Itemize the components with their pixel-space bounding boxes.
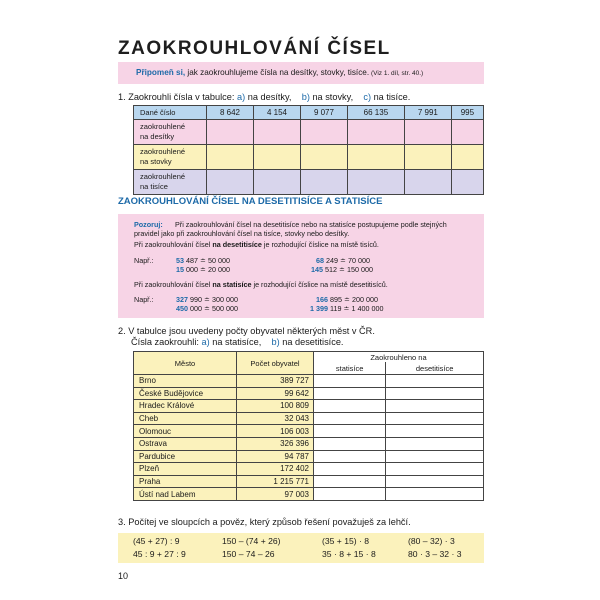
table-row <box>134 425 484 438</box>
header-label: Dané číslo <box>134 106 207 120</box>
expression: 80 · 3 – 32 · 3 <box>408 549 462 559</box>
expression: (45 + 27) : 9 <box>133 536 180 546</box>
expression: 35 · 8 + 15 · 8 <box>322 549 376 559</box>
pop-cell: 326 396 <box>237 437 314 450</box>
example-line: 145 512 ≐ 150 000 <box>311 265 373 274</box>
pop-cell: 106 003 <box>237 425 314 438</box>
table-row <box>134 463 484 476</box>
answer-cell[interactable] <box>207 120 254 145</box>
answer-cell[interactable] <box>386 475 484 488</box>
pop-cell: 94 787 <box>237 450 314 463</box>
city-cell: Plzeň <box>134 463 237 476</box>
example-line: 68 249 ≐ 70 000 <box>316 256 370 265</box>
col-round-header: Zaokrouhleno na <box>314 352 484 363</box>
table-row <box>134 400 484 413</box>
answer-cell[interactable] <box>386 488 484 501</box>
answer-cell[interactable] <box>207 170 254 195</box>
city-cell: Ostrava <box>134 437 237 450</box>
col-deset-header: desetitisíce <box>386 362 484 374</box>
answer-cell[interactable] <box>451 120 483 145</box>
expression: 150 – (74 + 26) <box>222 536 281 546</box>
pop-cell: 389 727 <box>237 375 314 388</box>
row-label: zaokrouhlené na tisíce <box>134 170 207 195</box>
city-cell: Cheb <box>134 412 237 425</box>
number-cell: 995 <box>451 106 483 120</box>
page-number: 10 <box>118 571 129 581</box>
task1-c-marker: c) <box>363 92 371 102</box>
answer-cell[interactable] <box>386 425 484 438</box>
napr-label: Např.: <box>134 256 154 265</box>
city-cell: Brno <box>134 375 237 388</box>
answer-cell[interactable] <box>253 120 300 145</box>
number-cell: 9 077 <box>300 106 347 120</box>
city-cell: Olomouc <box>134 425 237 438</box>
answer-cell[interactable] <box>386 463 484 476</box>
task1-b-marker: b) <box>301 92 310 102</box>
population-table <box>133 351 484 501</box>
pozoruj-label: Pozoruj: <box>134 220 163 229</box>
example-line: 327 990 ≐ 300 000 <box>176 295 238 304</box>
page-title: ZAOKROUHLOVÁNÍ ČÍSEL <box>118 38 391 59</box>
info-para1 <box>134 220 163 229</box>
answer-cell[interactable] <box>314 412 386 425</box>
table-row <box>134 475 484 488</box>
answer-cell[interactable] <box>386 437 484 450</box>
table-row <box>134 437 484 450</box>
reminder-ref: (Viz 1. díl, str. 40.) <box>369 70 424 77</box>
answer-cell[interactable] <box>314 450 386 463</box>
table-header-row <box>134 106 484 120</box>
city-cell: České Budějovice <box>134 387 237 400</box>
answer-cell[interactable] <box>386 412 484 425</box>
task1-b-text: na stovky, <box>312 92 354 102</box>
expression: (80 – 32) · 3 <box>408 536 455 546</box>
task1-instruction <box>118 92 410 102</box>
rounding-table <box>133 105 484 195</box>
answer-cell[interactable] <box>347 145 404 170</box>
answer-cell[interactable] <box>314 387 386 400</box>
answer-cell[interactable] <box>386 375 484 388</box>
answer-cell[interactable] <box>404 170 451 195</box>
answer-cell[interactable] <box>314 375 386 388</box>
answer-cell[interactable] <box>300 145 347 170</box>
col-stat-header: statisíce <box>314 362 386 374</box>
number-cell: 8 642 <box>207 106 254 120</box>
section-title: ZAOKROUHLOVÁNÍ ČÍSEL NA DESETITISÍCE A STATISÍCE <box>118 196 383 207</box>
answer-cell[interactable] <box>386 400 484 413</box>
reminder-bold: Připomeň si, <box>136 68 186 77</box>
reminder-box <box>118 62 484 84</box>
answer-cell[interactable] <box>314 463 386 476</box>
table-row <box>134 145 484 170</box>
answer-cell[interactable] <box>347 120 404 145</box>
expression: (35 + 15) · 8 <box>322 536 370 546</box>
pop-cell: 1 215 771 <box>237 475 314 488</box>
info-para3: Při zaokrouhlování čísel na statisíce je rozhodující číslice na místě desetitisíců. <box>134 280 388 289</box>
task1-a-text: na desítky, <box>247 92 292 102</box>
table-row <box>134 450 484 463</box>
table-row <box>134 120 484 145</box>
number-cell: 4 154 <box>253 106 300 120</box>
task1-c-text: na tisíce. <box>373 92 411 102</box>
table-header-row <box>134 352 484 363</box>
pop-cell: 100 809 <box>237 400 314 413</box>
pop-cell: 99 642 <box>237 387 314 400</box>
answer-cell[interactable] <box>347 170 404 195</box>
answer-cell[interactable] <box>451 145 483 170</box>
example-line: 450 000 ≐ 500 000 <box>176 304 238 313</box>
answer-cell[interactable] <box>386 387 484 400</box>
reminder-text: jak zaokrouhlujeme čísla na desítky, stovky, tisíce. <box>185 68 370 77</box>
table-row <box>134 170 484 195</box>
city-cell: Pardubice <box>134 450 237 463</box>
answer-cell[interactable] <box>300 170 347 195</box>
answer-cell[interactable] <box>253 170 300 195</box>
pop-cell: 32 043 <box>237 412 314 425</box>
table-row <box>134 387 484 400</box>
info-para1-line1: Při zaokrouhlování čísel na desetitisíce nebo na statisíce postupujeme podle stejných <box>175 220 447 229</box>
answer-cell[interactable] <box>314 437 386 450</box>
info-para1-line2: pravidel jako při zaokrouhlování čísel na tisíce, stovky nebo desítky. <box>134 229 350 238</box>
task1-prefix: 1. Zaokrouhli čísla v tabulce: <box>118 92 235 102</box>
col-pop-header: Počet obyvatel <box>237 352 314 375</box>
pop-cell: 172 402 <box>237 463 314 476</box>
expression: 45 : 9 + 27 : 9 <box>133 549 186 559</box>
task2-line1: 2. V tabulce jsou uvedeny počty obyvatel některých měst v ČR. <box>118 326 375 336</box>
answer-cell[interactable] <box>314 488 386 501</box>
answer-cell[interactable] <box>451 170 483 195</box>
row-label: zaokrouhlené na stovky <box>134 145 207 170</box>
row-label: zaokrouhlené na desítky <box>134 120 207 145</box>
task2-line2: Čísla zaokrouhli: a) na statisíce, b) na desetitisíce. <box>131 337 344 347</box>
table-row <box>134 375 484 388</box>
table-row <box>134 488 484 501</box>
col-city-header: Město <box>134 352 237 375</box>
task1-a-marker: a) <box>237 92 246 102</box>
number-cell: 66 135 <box>347 106 404 120</box>
example-line: 1 399 119 ≐ 1 400 000 <box>310 304 384 313</box>
answer-cell[interactable] <box>314 475 386 488</box>
table-row <box>134 412 484 425</box>
number-cell: 7 991 <box>404 106 451 120</box>
task3-instruction: 3. Počítej ve sloupcích a pověz, který způsob řešení považuješ za lehčí. <box>118 517 411 527</box>
city-cell: Praha <box>134 475 237 488</box>
city-cell: Hradec Králové <box>134 400 237 413</box>
answer-cell[interactable] <box>314 425 386 438</box>
info-para2: Při zaokrouhlování čísel na desetitisíce je rozhodující číslice na místě tisíců. <box>134 240 379 249</box>
city-cell: Ústí nad Labem <box>134 488 237 501</box>
answer-cell[interactable] <box>386 450 484 463</box>
example-line: 53 487 ≐ 50 000 <box>176 256 230 265</box>
napr-label: Např.: <box>134 295 154 304</box>
answer-cell[interactable] <box>404 145 451 170</box>
example-line: 166 895 ≐ 200 000 <box>316 295 378 304</box>
expression: 150 – 74 – 26 <box>222 549 275 559</box>
answer-cell[interactable] <box>253 145 300 170</box>
example-line: 15 000 ≐ 20 000 <box>176 265 230 274</box>
answer-cell[interactable] <box>207 145 254 170</box>
answer-cell[interactable] <box>300 120 347 145</box>
answer-cell[interactable] <box>314 400 386 413</box>
answer-cell[interactable] <box>404 120 451 145</box>
pop-cell: 97 003 <box>237 488 314 501</box>
